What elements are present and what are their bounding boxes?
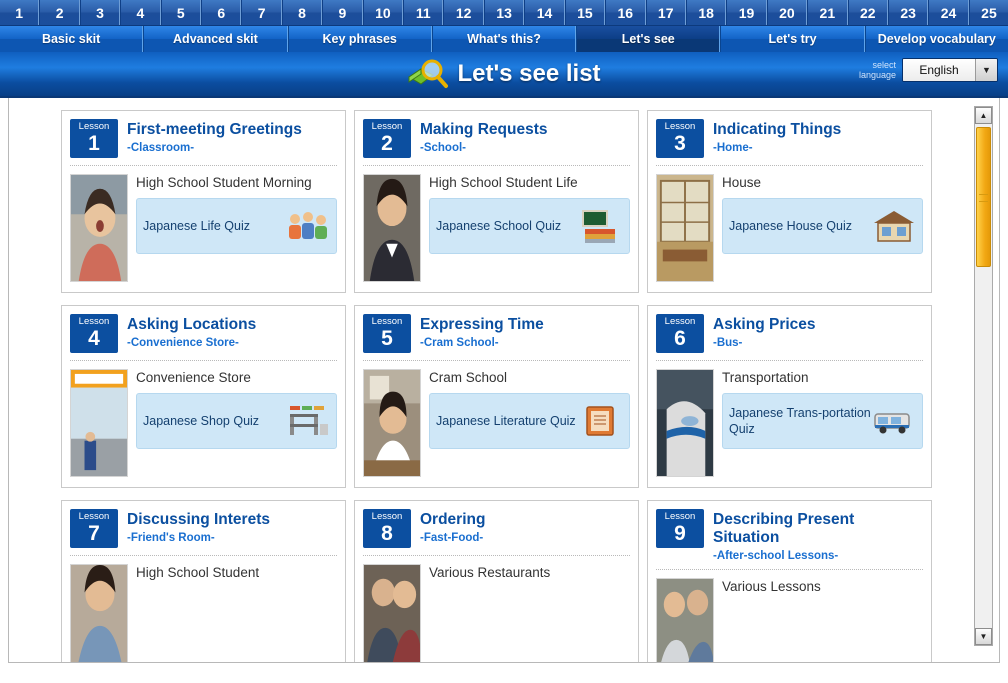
lesson-subtitle: -Bus- bbox=[713, 337, 743, 349]
lesson-card-5[interactable] bbox=[354, 305, 639, 488]
book-icon bbox=[579, 404, 623, 438]
lesson-badge bbox=[70, 119, 118, 158]
lesson-number-strip bbox=[0, 0, 1008, 26]
lesson-number-24[interactable]: 24 bbox=[928, 0, 968, 25]
tab-lets-try[interactable]: Let's try bbox=[720, 26, 864, 52]
photo-convenience-store[interactable] bbox=[70, 369, 128, 477]
lesson-number-6[interactable]: 6 bbox=[201, 0, 241, 25]
lesson-badge-label: Lesson bbox=[78, 316, 110, 327]
quiz-button[interactable] bbox=[429, 198, 630, 254]
lesson-card-right bbox=[136, 369, 337, 477]
lesson-badge-number: 5 bbox=[381, 327, 393, 350]
lesson-badge bbox=[656, 314, 704, 353]
lesson-card-6[interactable] bbox=[647, 305, 932, 488]
vertical-scrollbar[interactable] bbox=[974, 106, 993, 646]
lesson-number-21[interactable]: 21 bbox=[807, 0, 847, 25]
quiz-label: Japanese House Quiz bbox=[729, 219, 852, 233]
lesson-number-11[interactable]: 11 bbox=[403, 0, 443, 25]
tab-advanced-skit[interactable]: Advanced skit bbox=[143, 26, 287, 52]
tab-whats-this[interactable]: What's this? bbox=[432, 26, 576, 52]
lesson-card-headtext bbox=[713, 314, 816, 349]
lesson-card-headtext bbox=[127, 314, 256, 349]
lesson-card-right bbox=[136, 564, 337, 663]
scene-name: Convenience Store bbox=[136, 370, 251, 385]
chevron-down-icon[interactable]: ▼ bbox=[975, 59, 997, 81]
lesson-title: Expressing Time bbox=[420, 316, 544, 333]
lesson-card-body bbox=[70, 564, 337, 663]
lesson-number-18[interactable]: 18 bbox=[686, 0, 726, 25]
section-tabs bbox=[0, 26, 1008, 52]
lesson-number-14[interactable]: 14 bbox=[524, 0, 564, 25]
lesson-badge-label: Lesson bbox=[371, 121, 403, 132]
bus-icon bbox=[872, 404, 916, 438]
lesson-badge-number: 8 bbox=[381, 522, 393, 545]
lesson-badge bbox=[656, 119, 704, 158]
lesson-subtitle: -After-school Lessons- bbox=[713, 550, 839, 562]
lesson-number-23[interactable]: 23 bbox=[888, 0, 928, 25]
lesson-badge bbox=[70, 509, 118, 548]
tab-lets-see[interactable]: Let's see bbox=[576, 26, 720, 52]
lesson-card-body bbox=[70, 369, 337, 477]
lesson-badge-label: Lesson bbox=[371, 316, 403, 327]
lesson-subtitle: -Cram School- bbox=[420, 337, 499, 349]
quiz-label: Japanese School Quiz bbox=[436, 219, 562, 233]
lesson-card-body bbox=[363, 174, 630, 282]
lesson-card-7[interactable] bbox=[61, 500, 346, 663]
lesson-badge-label: Lesson bbox=[78, 121, 110, 132]
lesson-card-right bbox=[429, 369, 630, 477]
lesson-number-16[interactable]: 16 bbox=[605, 0, 645, 25]
photo-lessons[interactable] bbox=[656, 578, 714, 663]
lesson-title: First-meeting Greetings bbox=[127, 121, 302, 138]
lesson-badge-label: Lesson bbox=[664, 511, 696, 522]
tab-key-phrases[interactable]: Key phrases bbox=[288, 26, 432, 52]
lesson-card-headtext bbox=[127, 119, 302, 154]
lesson-card-right bbox=[722, 174, 923, 282]
quiz-button[interactable] bbox=[722, 198, 923, 254]
quiz-button[interactable] bbox=[136, 198, 337, 254]
lesson-card-right bbox=[136, 174, 337, 282]
lesson-number-5[interactable]: 5 bbox=[161, 0, 201, 25]
lesson-card-headtext bbox=[420, 509, 485, 544]
lesson-card-header bbox=[363, 314, 630, 361]
scroll-down-button[interactable]: ▼ bbox=[975, 628, 992, 645]
shop-shelves-icon bbox=[286, 404, 330, 438]
lesson-title: Ordering bbox=[420, 511, 486, 528]
tab-basic-skit[interactable]: Basic skit bbox=[0, 26, 143, 52]
lesson-number-22[interactable]: 22 bbox=[848, 0, 888, 25]
photo-fast-food[interactable] bbox=[363, 564, 421, 663]
lesson-card-header bbox=[70, 509, 337, 556]
lesson-card-headtext bbox=[127, 509, 270, 544]
lesson-number-20[interactable]: 20 bbox=[767, 0, 807, 25]
scene-name: High School Student Morning bbox=[136, 175, 312, 190]
header-title-wrap bbox=[407, 57, 600, 91]
scene-name: Various Lessons bbox=[722, 579, 821, 594]
quiz-label: Japanese Literature Quiz bbox=[436, 414, 576, 428]
lesson-number-9[interactable]: 9 bbox=[322, 0, 362, 25]
lesson-subtitle: -School- bbox=[420, 142, 466, 154]
lesson-badge-number: 3 bbox=[674, 132, 686, 155]
lesson-badge-number: 7 bbox=[88, 522, 100, 545]
lesson-number-1[interactable]: 1 bbox=[0, 0, 39, 25]
lesson-card-body bbox=[656, 369, 923, 477]
lesson-number-7[interactable]: 7 bbox=[241, 0, 281, 25]
lesson-card-right bbox=[722, 578, 923, 663]
house-icon bbox=[872, 209, 916, 243]
quiz-button[interactable] bbox=[429, 393, 630, 449]
lesson-subtitle: -Home- bbox=[713, 142, 753, 154]
scroll-up-button[interactable]: ▲ bbox=[975, 107, 992, 124]
lesson-card-1[interactable] bbox=[61, 110, 346, 293]
lesson-card-2[interactable] bbox=[354, 110, 639, 293]
lesson-card-right bbox=[429, 174, 630, 282]
lesson-number-3[interactable]: 3 bbox=[80, 0, 120, 25]
lesson-card-8[interactable] bbox=[354, 500, 639, 663]
lesson-number-13[interactable]: 13 bbox=[484, 0, 524, 25]
lesson-badge bbox=[363, 119, 411, 158]
language-dropdown[interactable] bbox=[902, 58, 998, 82]
lesson-card-body bbox=[363, 369, 630, 477]
lesson-badge-label: Lesson bbox=[664, 316, 696, 327]
photo-student-classroom[interactable] bbox=[70, 174, 128, 282]
lesson-number-8[interactable]: 8 bbox=[282, 0, 322, 25]
lesson-title: Describing Present Situation bbox=[713, 511, 855, 546]
lesson-badge-number: 6 bbox=[674, 327, 686, 350]
lesson-card-right bbox=[429, 564, 630, 663]
lesson-card-body bbox=[70, 174, 337, 282]
lesson-card-headtext bbox=[420, 314, 544, 349]
lesson-badge bbox=[656, 509, 704, 548]
lesson-number-4[interactable]: 4 bbox=[120, 0, 160, 25]
lesson-subtitle: -Fast-Food- bbox=[420, 532, 484, 544]
lesson-card-header bbox=[656, 314, 923, 361]
lesson-badge bbox=[70, 314, 118, 353]
lesson-number-19[interactable]: 19 bbox=[726, 0, 766, 25]
language-selector[interactable] bbox=[859, 58, 998, 82]
photo-student-uniform[interactable] bbox=[363, 174, 421, 282]
lesson-title: Indicating Things bbox=[713, 121, 842, 138]
lesson-card-9[interactable] bbox=[647, 500, 932, 663]
photo-shinkansen[interactable] bbox=[656, 369, 714, 477]
lesson-subtitle: -Friend's Room- bbox=[127, 532, 215, 544]
scene-name: Various Restaurants bbox=[429, 565, 551, 580]
lesson-card-right bbox=[722, 369, 923, 477]
lesson-title: Asking Locations bbox=[127, 316, 257, 333]
scene-name: House bbox=[722, 175, 762, 190]
lesson-list-panel bbox=[8, 98, 1000, 663]
scene-name: High School Student Life bbox=[429, 175, 578, 190]
lesson-badge bbox=[363, 509, 411, 548]
lesson-number-10[interactable]: 10 bbox=[363, 0, 403, 25]
lesson-card-headtext bbox=[713, 119, 841, 154]
lesson-card-4[interactable] bbox=[61, 305, 346, 488]
lesson-card-headtext bbox=[713, 509, 923, 562]
lesson-title: Discussing Interets bbox=[127, 511, 270, 528]
magnifier-icon bbox=[407, 57, 449, 91]
people-group-icon bbox=[286, 209, 330, 243]
lesson-subtitle: -Classroom- bbox=[127, 142, 195, 154]
lesson-card-3[interactable] bbox=[647, 110, 932, 293]
lesson-number-17[interactable]: 17 bbox=[646, 0, 686, 25]
language-label-line2: language bbox=[858, 70, 896, 80]
page-title: Let's see list bbox=[457, 60, 601, 87]
lesson-title: Asking Prices bbox=[713, 316, 816, 333]
page-header bbox=[0, 52, 1008, 98]
lesson-card-header bbox=[70, 314, 337, 361]
lesson-card-body bbox=[656, 174, 923, 282]
lesson-badge-number: 4 bbox=[88, 327, 100, 350]
quiz-label: Japanese Trans-portation Quiz bbox=[729, 406, 871, 436]
lesson-card-header bbox=[363, 119, 630, 166]
lesson-badge-label: Lesson bbox=[371, 511, 403, 522]
scene-name: Cram School bbox=[429, 370, 508, 385]
lesson-card-body bbox=[656, 578, 923, 663]
lesson-badge-number: 2 bbox=[381, 132, 393, 155]
photo-student-studying[interactable] bbox=[363, 369, 421, 477]
lesson-badge-label: Lesson bbox=[664, 121, 696, 132]
photo-friends-room[interactable] bbox=[70, 564, 128, 663]
lesson-badge-label: Lesson bbox=[78, 511, 110, 522]
lesson-card-header bbox=[656, 119, 923, 166]
quiz-label: Japanese Life Quiz bbox=[143, 219, 251, 233]
lesson-number-15[interactable]: 15 bbox=[565, 0, 605, 25]
lesson-number-25[interactable]: 25 bbox=[969, 0, 1008, 25]
scene-name: High School Student bbox=[136, 565, 260, 580]
lesson-badge-number: 1 bbox=[88, 132, 100, 155]
lesson-card-header bbox=[363, 509, 630, 556]
blackboard-books-icon bbox=[579, 209, 623, 243]
lesson-title: Making Requests bbox=[420, 121, 548, 138]
language-value: English bbox=[903, 59, 975, 81]
photo-tatami-room[interactable] bbox=[656, 174, 714, 282]
scene-name: Transportation bbox=[722, 370, 809, 385]
lesson-card-header bbox=[656, 509, 923, 570]
lesson-card-headtext bbox=[420, 119, 547, 154]
quiz-label: Japanese Shop Quiz bbox=[143, 414, 260, 428]
lesson-card-body bbox=[363, 564, 630, 663]
lesson-card-header bbox=[70, 119, 337, 166]
lesson-badge-number: 9 bbox=[674, 522, 686, 545]
scrollbar-thumb[interactable] bbox=[976, 127, 991, 267]
lesson-number-2[interactable]: 2 bbox=[39, 0, 79, 25]
language-label bbox=[859, 60, 896, 80]
lesson-number-12[interactable]: 12 bbox=[443, 0, 483, 25]
lesson-badge bbox=[363, 314, 411, 353]
lesson-subtitle: -Convenience Store- bbox=[127, 337, 239, 349]
tab-develop-vocabulary[interactable]: Develop vocabulary bbox=[865, 26, 1008, 52]
quiz-button[interactable] bbox=[136, 393, 337, 449]
language-label-line1: select bbox=[872, 60, 896, 70]
quiz-button[interactable] bbox=[722, 393, 923, 449]
lesson-card-grid bbox=[57, 110, 937, 663]
